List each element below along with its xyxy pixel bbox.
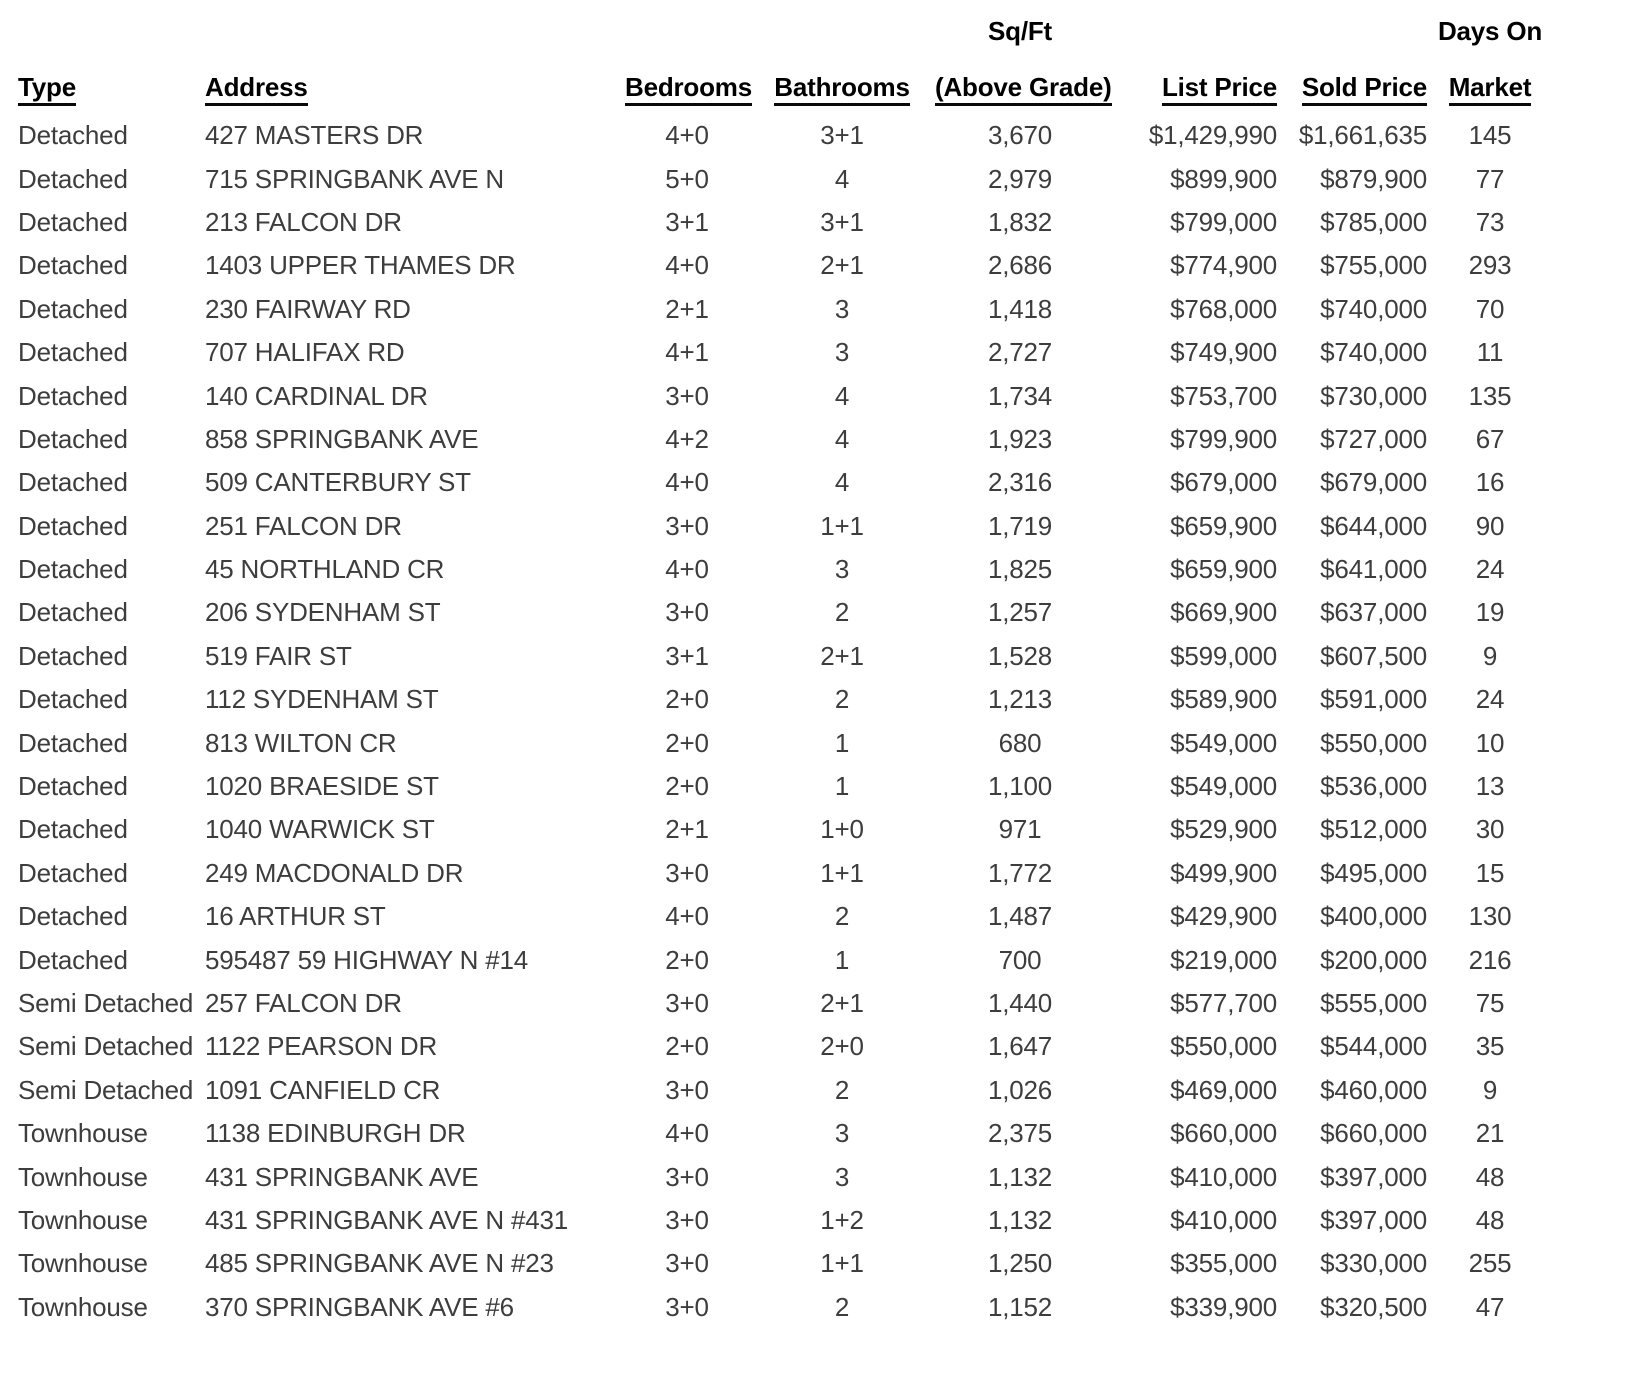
cell-type: Detached bbox=[18, 901, 128, 932]
header-list-price-label: List Price bbox=[1162, 74, 1277, 106]
cell-type: Detached bbox=[18, 597, 128, 628]
cell-type: Semi Detached bbox=[18, 1031, 194, 1062]
cell-bathrooms: 1 bbox=[834, 944, 850, 975]
cell-sold_price: $550,000 bbox=[1320, 727, 1427, 758]
cell-days_on_market: 73 bbox=[1475, 206, 1505, 237]
cell-sqft: 1,418 bbox=[987, 293, 1053, 324]
table-row bbox=[18, 461, 1553, 504]
cell-days_on_market: 24 bbox=[1475, 684, 1505, 715]
header-address-top bbox=[205, 8, 625, 54]
table-body bbox=[18, 114, 1553, 1329]
cell-bathrooms: 1+1 bbox=[820, 510, 864, 541]
cell-sqft: 1,772 bbox=[987, 857, 1053, 888]
cell-bathrooms: 2 bbox=[834, 901, 850, 932]
cell-type: Detached bbox=[18, 120, 128, 151]
cell-bathrooms: 3 bbox=[834, 337, 850, 368]
cell-sqft: 2,686 bbox=[987, 250, 1053, 281]
cell-sold_price: $400,000 bbox=[1320, 901, 1427, 932]
cell-bedrooms: 3+0 bbox=[665, 510, 709, 541]
header-bathrooms bbox=[749, 54, 935, 114]
cell-type: Detached bbox=[18, 771, 128, 802]
cell-list_price: $410,000 bbox=[1170, 1161, 1277, 1192]
cell-sold_price: $740,000 bbox=[1320, 293, 1427, 324]
cell-bedrooms: 3+0 bbox=[665, 1248, 709, 1279]
cell-type: Detached bbox=[18, 163, 128, 194]
cell-sold_price: $536,000 bbox=[1320, 771, 1427, 802]
cell-sqft: 680 bbox=[998, 727, 1042, 758]
cell-bedrooms: 4+1 bbox=[665, 337, 709, 368]
cell-days_on_market: 135 bbox=[1468, 380, 1512, 411]
cell-list_price: $768,000 bbox=[1170, 293, 1277, 324]
cell-address: 519 FAIR ST bbox=[205, 640, 352, 671]
cell-days_on_market: 67 bbox=[1475, 423, 1505, 454]
comps-table bbox=[18, 8, 1553, 1329]
cell-address: 427 MASTERS DR bbox=[205, 120, 424, 151]
cell-address: 45 NORTHLAND CR bbox=[205, 554, 445, 585]
cell-list_price: $799,000 bbox=[1170, 206, 1277, 237]
cell-type: Detached bbox=[18, 206, 128, 237]
table-row bbox=[18, 591, 1553, 634]
cell-list_price: $529,900 bbox=[1170, 814, 1277, 845]
cell-list_price: $549,000 bbox=[1170, 771, 1277, 802]
table-row bbox=[18, 938, 1553, 981]
cell-list_price: $577,700 bbox=[1170, 988, 1277, 1018]
cell-bedrooms: 3+0 bbox=[665, 1074, 709, 1105]
cell-bathrooms: 4 bbox=[834, 163, 850, 194]
cell-list_price: $669,900 bbox=[1170, 597, 1277, 628]
cell-list_price: $410,000 bbox=[1170, 1204, 1277, 1235]
cell-address: 249 MACDONALD DR bbox=[205, 857, 464, 888]
cell-bedrooms: 3+0 bbox=[665, 1291, 709, 1322]
header-top-row bbox=[18, 8, 1553, 54]
cell-days_on_market: 30 bbox=[1475, 814, 1505, 845]
table-row bbox=[18, 678, 1553, 721]
cell-days_on_market: 216 bbox=[1468, 944, 1512, 975]
table-row bbox=[18, 1242, 1553, 1285]
cell-address: 206 SYDENHAM ST bbox=[205, 597, 441, 628]
cell-address: 1403 UPPER THAMES DR bbox=[205, 250, 516, 281]
cell-list_price: $355,000 bbox=[1170, 1248, 1277, 1279]
cell-sqft: 1,152 bbox=[987, 1291, 1053, 1322]
cell-sqft: 1,132 bbox=[987, 1204, 1053, 1235]
table-row bbox=[18, 721, 1553, 764]
cell-bathrooms: 3 bbox=[834, 1118, 850, 1149]
cell-bathrooms: 3 bbox=[834, 554, 850, 585]
header-type bbox=[18, 54, 205, 114]
header-list-price bbox=[1105, 54, 1277, 114]
cell-days_on_market: 90 bbox=[1475, 510, 1505, 541]
cell-sold_price: $320,500 bbox=[1320, 1291, 1427, 1322]
cell-list_price: $339,900 bbox=[1170, 1291, 1277, 1322]
cell-sqft: 2,375 bbox=[987, 1118, 1053, 1149]
cell-sold_price: $637,000 bbox=[1320, 597, 1427, 628]
cell-sqft: 1,487 bbox=[987, 901, 1053, 932]
cell-address: 140 CARDINAL DR bbox=[205, 380, 428, 411]
cell-sqft: 1,528 bbox=[987, 640, 1053, 671]
table-header bbox=[18, 8, 1553, 114]
cell-bedrooms: 2+1 bbox=[665, 293, 709, 324]
cell-bedrooms: 3+0 bbox=[665, 1204, 709, 1235]
cell-address: 858 SPRINGBANK AVE bbox=[205, 423, 479, 454]
cell-sqft: 1,250 bbox=[987, 1248, 1053, 1279]
table-row bbox=[18, 157, 1553, 200]
header-address-label: Address bbox=[205, 74, 308, 106]
cell-sqft: 1,100 bbox=[987, 771, 1053, 802]
cell-bathrooms: 1+0 bbox=[820, 814, 864, 845]
cell-type: Detached bbox=[18, 467, 128, 498]
cell-bathrooms: 2 bbox=[834, 1291, 850, 1322]
cell-sqft: 2,979 bbox=[987, 163, 1053, 194]
cell-type: Townhouse bbox=[18, 1248, 148, 1279]
cell-sold_price: $330,000 bbox=[1320, 1248, 1427, 1279]
cell-days_on_market: 70 bbox=[1475, 293, 1505, 324]
table-row bbox=[18, 895, 1553, 938]
cell-days_on_market: 293 bbox=[1468, 250, 1512, 281]
cell-bathrooms: 2+1 bbox=[820, 640, 864, 671]
cell-type: Detached bbox=[18, 293, 128, 324]
cell-sqft: 700 bbox=[998, 944, 1042, 975]
cell-type: Detached bbox=[18, 857, 128, 888]
cell-days_on_market: 130 bbox=[1468, 901, 1512, 932]
header-sold-price-top bbox=[1277, 8, 1427, 54]
cell-type: Semi Detached bbox=[18, 1074, 194, 1105]
cell-bathrooms: 2+0 bbox=[820, 1031, 864, 1062]
cell-address: 595487 59 HIGHWAY N #14 bbox=[205, 944, 528, 975]
table-row bbox=[18, 1069, 1553, 1112]
cell-address: 509 CANTERBURY ST bbox=[205, 467, 471, 498]
cell-bathrooms: 2 bbox=[834, 597, 850, 628]
table-row bbox=[18, 635, 1553, 678]
header-sqft bbox=[935, 54, 1112, 114]
table-row bbox=[18, 982, 1553, 1025]
cell-sold_price: $679,000 bbox=[1320, 467, 1427, 498]
cell-list_price: $774,900 bbox=[1170, 250, 1277, 281]
header-sqft-top: Sq/Ft bbox=[988, 15, 1052, 46]
table-row bbox=[18, 1112, 1553, 1155]
table-row bbox=[18, 114, 1553, 157]
header-type-label: Type bbox=[18, 74, 76, 106]
cell-sqft: 1,026 bbox=[987, 1074, 1053, 1105]
cell-list_price: $549,000 bbox=[1170, 727, 1277, 758]
cell-bathrooms: 3+1 bbox=[820, 206, 864, 237]
cell-bedrooms: 2+0 bbox=[665, 684, 709, 715]
header-bathrooms-label: Bathrooms bbox=[774, 74, 909, 106]
cell-sold_price: $460,000 bbox=[1320, 1074, 1427, 1105]
cell-days_on_market: 19 bbox=[1475, 597, 1505, 628]
cell-sqft: 1,719 bbox=[987, 510, 1053, 541]
cell-list_price: $679,000 bbox=[1170, 467, 1277, 498]
cell-days_on_market: 24 bbox=[1475, 554, 1505, 585]
cell-list_price: $469,000 bbox=[1170, 1074, 1277, 1105]
cell-days_on_market: 47 bbox=[1475, 1291, 1505, 1322]
table-row bbox=[18, 201, 1553, 244]
cell-type: Townhouse bbox=[18, 1204, 148, 1235]
cell-bedrooms: 2+0 bbox=[665, 771, 709, 802]
cell-sold_price: $397,000 bbox=[1320, 1161, 1427, 1192]
cell-list_price: $589,900 bbox=[1170, 684, 1277, 715]
cell-sqft: 1,923 bbox=[987, 423, 1053, 454]
cell-bathrooms: 2 bbox=[834, 684, 850, 715]
table-row bbox=[18, 374, 1553, 417]
cell-sold_price: $200,000 bbox=[1320, 944, 1427, 975]
cell-type: Detached bbox=[18, 554, 128, 585]
cell-address: 251 FALCON DR bbox=[205, 510, 402, 541]
cell-address: 485 SPRINGBANK AVE N #23 bbox=[205, 1248, 554, 1279]
cell-sold_price: $755,000 bbox=[1320, 250, 1427, 281]
cell-sold_price: $727,000 bbox=[1320, 423, 1427, 454]
cell-sqft: 1,734 bbox=[987, 380, 1053, 411]
cell-type: Detached bbox=[18, 250, 128, 281]
header-bedrooms-top bbox=[625, 8, 749, 54]
header-label-row bbox=[18, 54, 1553, 114]
cell-bedrooms: 3+0 bbox=[665, 380, 709, 411]
cell-bedrooms: 4+0 bbox=[665, 467, 709, 498]
cell-sold_price: $544,000 bbox=[1320, 1031, 1427, 1062]
cell-list_price: $749,900 bbox=[1170, 337, 1277, 368]
table-row bbox=[18, 331, 1553, 374]
cell-sqft: 1,132 bbox=[987, 1161, 1053, 1192]
cell-sold_price: $785,000 bbox=[1320, 206, 1427, 237]
cell-sqft: 971 bbox=[998, 814, 1042, 845]
cell-address: 431 SPRINGBANK AVE N #431 bbox=[205, 1204, 569, 1235]
cell-bedrooms: 4+2 bbox=[665, 423, 709, 454]
cell-bedrooms: 4+0 bbox=[665, 120, 709, 151]
cell-type: Townhouse bbox=[18, 1291, 148, 1322]
cell-address: 230 FAIRWAY RD bbox=[205, 293, 411, 324]
header-days-on-market bbox=[1427, 54, 1553, 114]
cell-bathrooms: 2 bbox=[834, 1074, 850, 1105]
cell-bathrooms: 1+1 bbox=[820, 1248, 864, 1279]
cell-sqft: 1,647 bbox=[987, 1031, 1053, 1062]
cell-sold_price: $660,000 bbox=[1320, 1118, 1427, 1149]
cell-list_price: $550,000 bbox=[1170, 1031, 1277, 1062]
cell-bedrooms: 5+0 bbox=[665, 163, 709, 194]
cell-type: Detached bbox=[18, 337, 128, 368]
cell-bathrooms: 4 bbox=[834, 423, 850, 454]
cell-sqft: 1,440 bbox=[987, 988, 1053, 1018]
cell-bathrooms: 1+1 bbox=[820, 857, 864, 888]
cell-address: 257 FALCON DR bbox=[205, 988, 402, 1018]
cell-sold_price: $644,000 bbox=[1320, 510, 1427, 541]
cell-address: 213 FALCON DR bbox=[205, 206, 402, 237]
cell-list_price: $599,000 bbox=[1170, 640, 1277, 671]
cell-type: Detached bbox=[18, 423, 128, 454]
cell-days_on_market: 255 bbox=[1468, 1248, 1512, 1279]
cell-bedrooms: 3+0 bbox=[665, 1161, 709, 1192]
cell-list_price: $1,429,990 bbox=[1148, 120, 1277, 151]
cell-sold_price: $397,000 bbox=[1320, 1204, 1427, 1235]
cell-bedrooms: 2+0 bbox=[665, 727, 709, 758]
cell-days_on_market: 9 bbox=[1482, 640, 1498, 671]
cell-address: 707 HALIFAX RD bbox=[205, 337, 405, 368]
cell-bathrooms: 2+1 bbox=[820, 988, 864, 1018]
table-row bbox=[18, 418, 1553, 461]
cell-days_on_market: 15 bbox=[1475, 857, 1505, 888]
cell-list_price: $660,000 bbox=[1170, 1118, 1277, 1149]
cell-list_price: $219,000 bbox=[1170, 944, 1277, 975]
cell-sold_price: $740,000 bbox=[1320, 337, 1427, 368]
cell-bathrooms: 4 bbox=[834, 467, 850, 498]
header-days-on-market-top: Days On bbox=[1437, 15, 1543, 46]
cell-sold_price: $641,000 bbox=[1320, 554, 1427, 585]
cell-sqft: 1,213 bbox=[987, 684, 1053, 715]
cell-address: 431 SPRINGBANK AVE bbox=[205, 1161, 479, 1192]
cell-sold_price: $555,000 bbox=[1320, 988, 1427, 1018]
cell-sold_price: $495,000 bbox=[1320, 857, 1427, 888]
cell-list_price: $799,900 bbox=[1170, 423, 1277, 454]
cell-address: 1138 EDINBURGH DR bbox=[205, 1118, 466, 1149]
cell-type: Detached bbox=[18, 727, 128, 758]
table-row bbox=[18, 244, 1553, 287]
cell-days_on_market: 21 bbox=[1475, 1118, 1505, 1149]
cell-bathrooms: 3+1 bbox=[820, 120, 864, 151]
cell-type: Detached bbox=[18, 380, 128, 411]
cell-address: 370 SPRINGBANK AVE #6 bbox=[205, 1291, 514, 1322]
cell-list_price: $499,900 bbox=[1170, 857, 1277, 888]
cell-bedrooms: 4+0 bbox=[665, 1118, 709, 1149]
cell-bathrooms: 3 bbox=[834, 293, 850, 324]
table-row bbox=[18, 288, 1553, 331]
cell-days_on_market: 35 bbox=[1475, 1031, 1505, 1062]
table-row bbox=[18, 765, 1553, 808]
header-sold-price bbox=[1277, 54, 1427, 114]
cell-days_on_market: 48 bbox=[1475, 1204, 1505, 1235]
cell-sqft: 1,825 bbox=[987, 554, 1053, 585]
header-sold-price-label: Sold Price bbox=[1302, 74, 1427, 106]
cell-days_on_market: 11 bbox=[1476, 337, 1504, 368]
cell-type: Townhouse bbox=[18, 1161, 148, 1192]
cell-sold_price: $607,500 bbox=[1320, 640, 1427, 671]
header-sqft-label: (Above Grade) bbox=[935, 74, 1112, 106]
table-row bbox=[18, 808, 1553, 851]
table-row bbox=[18, 1025, 1553, 1068]
cell-bedrooms: 4+0 bbox=[665, 250, 709, 281]
cell-address: 1091 CANFIELD CR bbox=[205, 1074, 441, 1105]
cell-bathrooms: 2+1 bbox=[820, 250, 864, 281]
cell-sold_price: $591,000 bbox=[1320, 684, 1427, 715]
cell-sold_price: $730,000 bbox=[1320, 380, 1427, 411]
header-bedrooms-label: Bedrooms bbox=[625, 74, 752, 106]
cell-bathrooms: 1 bbox=[834, 727, 850, 758]
cell-sqft: 1,257 bbox=[987, 597, 1053, 628]
cell-list_price: $899,900 bbox=[1170, 163, 1277, 194]
cell-address: 16 ARTHUR ST bbox=[205, 901, 386, 932]
cell-type: Detached bbox=[18, 944, 128, 975]
cell-bedrooms: 4+0 bbox=[665, 901, 709, 932]
table-row bbox=[18, 505, 1553, 548]
cell-bedrooms: 3+0 bbox=[665, 597, 709, 628]
cell-bedrooms: 2+0 bbox=[665, 944, 709, 975]
cell-list_price: $659,900 bbox=[1170, 510, 1277, 541]
table-row bbox=[18, 1155, 1553, 1198]
cell-address: 1040 WARWICK ST bbox=[205, 814, 435, 845]
cell-type: Detached bbox=[18, 684, 128, 715]
cell-days_on_market: 13 bbox=[1475, 771, 1505, 802]
cell-type: Townhouse bbox=[18, 1118, 148, 1149]
cell-list_price: $753,700 bbox=[1170, 380, 1277, 411]
cell-type: Detached bbox=[18, 510, 128, 541]
cell-days_on_market: 16 bbox=[1475, 467, 1505, 498]
table-row bbox=[18, 1286, 1553, 1329]
cell-bedrooms: 2+0 bbox=[665, 1031, 709, 1062]
cell-address: 1122 PEARSON DR bbox=[205, 1031, 438, 1062]
cell-bathrooms: 1+2 bbox=[820, 1204, 864, 1235]
cell-type: Semi Detached bbox=[18, 988, 194, 1018]
header-address bbox=[205, 54, 625, 114]
cell-sold_price: $879,900 bbox=[1320, 163, 1427, 194]
cell-days_on_market: 145 bbox=[1468, 120, 1512, 151]
header-bedrooms bbox=[625, 54, 752, 114]
header-bathrooms-top bbox=[749, 8, 935, 54]
cell-type: Detached bbox=[18, 814, 128, 845]
table-row bbox=[18, 548, 1553, 591]
cell-days_on_market: 77 bbox=[1475, 163, 1505, 194]
cell-address: 813 WILTON CR bbox=[205, 727, 397, 758]
cell-sqft: 2,727 bbox=[987, 337, 1053, 368]
cell-bedrooms: 2+1 bbox=[665, 814, 709, 845]
cell-bedrooms: 3+0 bbox=[665, 857, 709, 888]
header-type-top bbox=[18, 8, 205, 54]
cell-sold_price: $512,000 bbox=[1320, 814, 1427, 845]
cell-bathrooms: 3 bbox=[834, 1161, 850, 1192]
cell-type: Detached bbox=[18, 640, 128, 671]
cell-sqft: 1,832 bbox=[987, 206, 1053, 237]
header-list-price-top bbox=[1105, 8, 1277, 54]
cell-bedrooms: 4+0 bbox=[665, 554, 709, 585]
cell-days_on_market: 75 bbox=[1475, 988, 1505, 1018]
cell-days_on_market: 10 bbox=[1475, 727, 1505, 758]
cell-sqft: 3,670 bbox=[987, 120, 1053, 151]
cell-list_price: $429,900 bbox=[1170, 901, 1277, 932]
cell-address: 715 SPRINGBANK AVE N bbox=[205, 163, 504, 194]
cell-sqft: 2,316 bbox=[987, 467, 1053, 498]
cell-list_price: $659,900 bbox=[1170, 554, 1277, 585]
cell-sold_price: $1,661,635 bbox=[1298, 120, 1427, 151]
cell-address: 1020 BRAESIDE ST bbox=[205, 771, 439, 802]
cell-days_on_market: 48 bbox=[1475, 1161, 1505, 1192]
cell-bathrooms: 4 bbox=[834, 380, 850, 411]
cell-bedrooms: 3+0 bbox=[665, 988, 709, 1018]
cell-bedrooms: 3+1 bbox=[665, 206, 709, 237]
table-row bbox=[18, 852, 1553, 895]
table-row bbox=[18, 1199, 1553, 1242]
header-days-on-market-label: Market bbox=[1449, 74, 1532, 106]
cell-address: 112 SYDENHAM ST bbox=[205, 684, 439, 715]
cell-bathrooms: 1 bbox=[834, 771, 850, 802]
cell-days_on_market: 9 bbox=[1482, 1074, 1498, 1105]
cell-bedrooms: 3+1 bbox=[665, 640, 709, 671]
